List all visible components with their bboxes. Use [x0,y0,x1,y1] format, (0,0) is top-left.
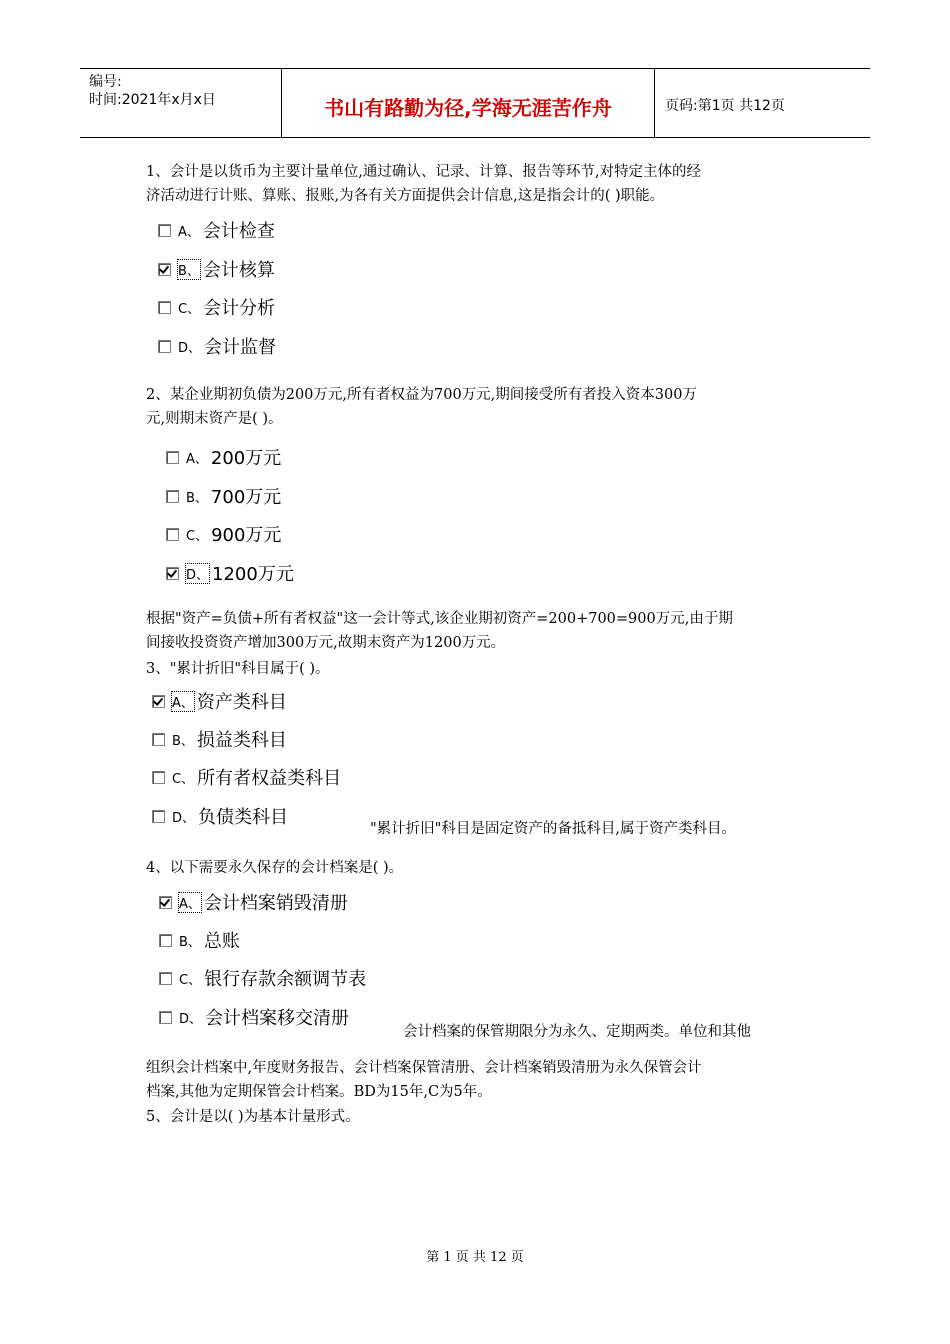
question-4-explanation-line-1: 会计档案的保管期限分为永久、定期两类。单位和其他 [403,1024,751,1040]
document-number-label: 编号: [89,74,122,90]
checkbox-icon[interactable] [158,301,171,314]
question-2-option-d[interactable]: D、 1200万元 [166,561,294,585]
question-1-stem: 1、会计是以货币为主要计量单位,通过确认、记录、计算、报告等环节,对特定主体的经 济活动进行计账、算账、报账,为各有关方面提供会计信息,这是指会计的( )职能。 [146,164,701,204]
checkbox-icon[interactable] [158,340,171,353]
question-3-explanation: "累计折旧"科目是固定资产的备抵科目,属于资产类科目。 [370,821,736,837]
checkbox-icon[interactable] [159,1011,172,1024]
checked-checkbox-icon[interactable] [158,263,171,276]
checkbox-icon[interactable] [166,451,179,464]
question-2-option-c[interactable]: C、 900万元 [166,522,281,546]
checkbox-icon[interactable] [166,528,179,541]
checkbox-icon[interactable] [159,934,172,947]
question-4-stem: 4、以下需要永久保存的会计档案是( )。 [146,860,404,876]
checkbox-icon[interactable] [152,733,165,746]
header-meta-cell [80,69,282,137]
checkbox-icon[interactable] [166,490,179,503]
document-time-label: 时间:2021年x月x日 [89,92,216,108]
question-2-option-b[interactable]: B、 700万元 [166,484,281,508]
question-4-option-a[interactable]: A、 会计档案销毁清册 [159,890,348,914]
header-page-info: 页码:第1页 共12页 [665,98,785,114]
question-1-option-b[interactable]: B、 会计核算 [158,257,275,281]
question-5-stem: 5、会计是以( )为基本计量形式。 [146,1109,360,1125]
question-3-option-d[interactable]: D、 负债类科目 [152,804,288,828]
checked-checkbox-icon[interactable] [152,695,165,708]
question-4-option-d[interactable]: D、 会计档案移交清册 [159,1005,349,1029]
question-4-explanation: 组织会计档案中,年度财务报告、会计档案保管清册、会计档案销毁清册为永久保管会计 档案,其他为定期保管会计档案。BD为15年,C为5年。 [146,1060,702,1100]
question-2-explanation: 根据"资产=负债+所有者权益"这一会计等式,该企业期初资产=200+700=900万元,由于期 间接收投资资产增加300万元,故期末资产为1200万元。 [146,611,733,651]
checkbox-icon[interactable] [152,771,165,784]
question-3-option-b[interactable]: B、 损益类科目 [152,727,287,751]
checked-checkbox-icon[interactable] [159,896,172,909]
checkbox-icon[interactable] [159,972,172,985]
question-1-option-d[interactable]: D、 会计监督 [158,334,276,358]
question-3-stem: 3、"累计折旧"科目属于( )。 [146,661,330,677]
question-4-option-c[interactable]: C、 银行存款余额调节表 [159,966,366,990]
page-header [80,68,870,138]
question-4-option-b[interactable]: B、 总账 [159,928,240,952]
checkbox-icon[interactable] [152,810,165,823]
header-motto: 书山有路勤为径,学海无涯苦作舟 [282,69,655,137]
question-3-option-a[interactable]: A、 资产类科目 [152,689,287,713]
checkbox-icon[interactable] [158,224,171,237]
checked-checkbox-icon[interactable] [166,567,179,580]
page-footer: 第 1 页 共 12 页 [426,1250,524,1265]
question-1-option-a[interactable]: A、 会计检查 [158,218,275,242]
question-1-option-c[interactable]: C、 会计分析 [158,295,275,319]
question-2-option-a[interactable]: A、 200万元 [166,445,281,469]
question-2-stem: 2、某企业期初负债为200万元,所有者权益为700万元,期间接受所有者投入资本300万 元,则期末资产是( )。 [146,387,697,427]
question-3-option-c[interactable]: C、 所有者权益类科目 [152,765,341,789]
